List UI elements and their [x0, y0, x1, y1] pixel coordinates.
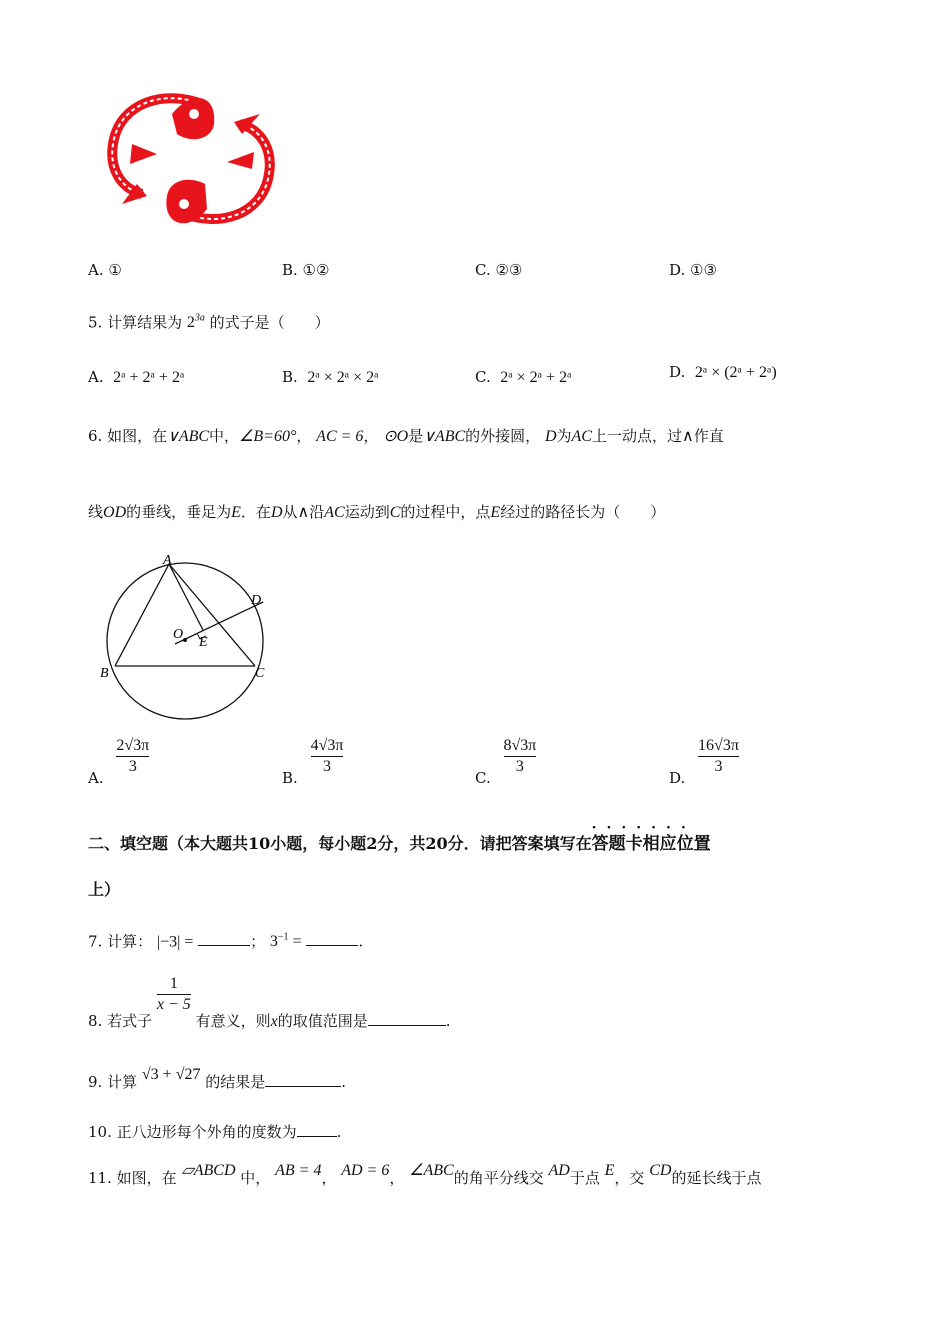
q7: 7. 计算： |−3| = ； $3^{-1}$ = .: [88, 932, 364, 951]
q6-geometry-figure: [95, 550, 275, 722]
q7-expr1: |−3| =: [156, 933, 194, 951]
q9-blank[interactable]: [265, 1072, 341, 1087]
label-a: A: [163, 553, 172, 568]
q10-blank[interactable]: [297, 1122, 337, 1137]
line-od: [175, 602, 263, 644]
q10: 10. 正八边形每个外角的度数为 .: [88, 1123, 342, 1141]
q6-option-d: D. $\frac{16√3\pi}{3}$: [669, 737, 739, 787]
segment-ae: [169, 564, 203, 630]
q6-option-b: B. $\frac{4√3\pi}{3}$: [282, 737, 344, 787]
q7-expr2: $3^{-1}$ =: [269, 932, 302, 951]
q9-expression: √3 + √27: [141, 1066, 201, 1083]
q6-option-a: A. $\frac{2√3\pi}{3}$: [88, 737, 150, 787]
section2-heading-tail: 上）: [88, 880, 121, 899]
label-e: E: [199, 635, 208, 650]
q5-text-after: 的式子是（ ）: [209, 313, 330, 332]
q7-blank1[interactable]: [198, 931, 250, 946]
section2-emphasis: 答题卡相应位置: [591, 834, 711, 854]
q7-blank2[interactable]: [306, 931, 358, 946]
q4-option-c: C. ②③: [475, 261, 523, 279]
q4-option-b: B. ①②: [282, 261, 330, 279]
q8: 8. 若式子 $\frac{1}{x - 5}$ 有意义，则x的取值范围是 .: [88, 975, 451, 1030]
q5-option-d: D. 2ᵃ × (2ᵃ + 2ᵃ): [669, 363, 777, 381]
q5-option-b: B. 2ᵃ × 2ᵃ × 2ᵃ: [282, 368, 379, 386]
q6-stem-line2: 线OD的垂线，垂足为E．在D从∧沿AC运动到C的过程中，点E经过的路径长为（ ）: [88, 503, 666, 521]
side-ac: [169, 564, 255, 666]
q4-option-d: D. ①③: [669, 261, 717, 279]
q5-text-before: 计算结果为: [107, 313, 183, 332]
label-d: D: [251, 593, 262, 608]
label-c: C: [255, 666, 265, 681]
q9: 9. 计算 √3 + √27 的结果是 .: [88, 1066, 347, 1091]
label-b: B: [100, 666, 109, 681]
emphasis-dots: ·······: [591, 820, 696, 836]
q5-expression: $2^{3a}$: [186, 313, 205, 332]
fish-papercut-image: [102, 84, 280, 234]
q5-option-c: C. 2ᵃ × 2ᵃ + 2ᵃ: [475, 368, 572, 386]
q4-option-a: A. ①: [88, 261, 122, 279]
q11: 11. 如图，在 ▱ABCD 中， AB = 4， AD = 6， ∠ABC的角平分线交 AD于点 E，交 CD的延长线于点: [88, 1162, 762, 1187]
q6-option-c: C. $\frac{8√3\pi}{3}$: [475, 737, 537, 787]
q6-stem-line1: 6. 如图，在∨ABC中，∠B=60°， AC = 6， ⊙O是∨ABC的外接圆， D为AC上一动点，过∧作直: [88, 427, 724, 445]
q5-stem: [88, 309, 330, 333]
q5-number: 5.: [88, 313, 103, 332]
section2-heading: 二、填空题（本大题共10小题，每小题2分，共20分．请把答案填写在 ······· 答题卡相应位置: [88, 820, 711, 854]
label-o: O: [173, 627, 184, 642]
q5-option-a: A. 2ᵃ + 2ᵃ + 2ᵃ: [88, 368, 185, 386]
q8-blank[interactable]: [368, 1011, 446, 1026]
center-point-o: [183, 638, 187, 642]
side-ab: [115, 564, 169, 666]
